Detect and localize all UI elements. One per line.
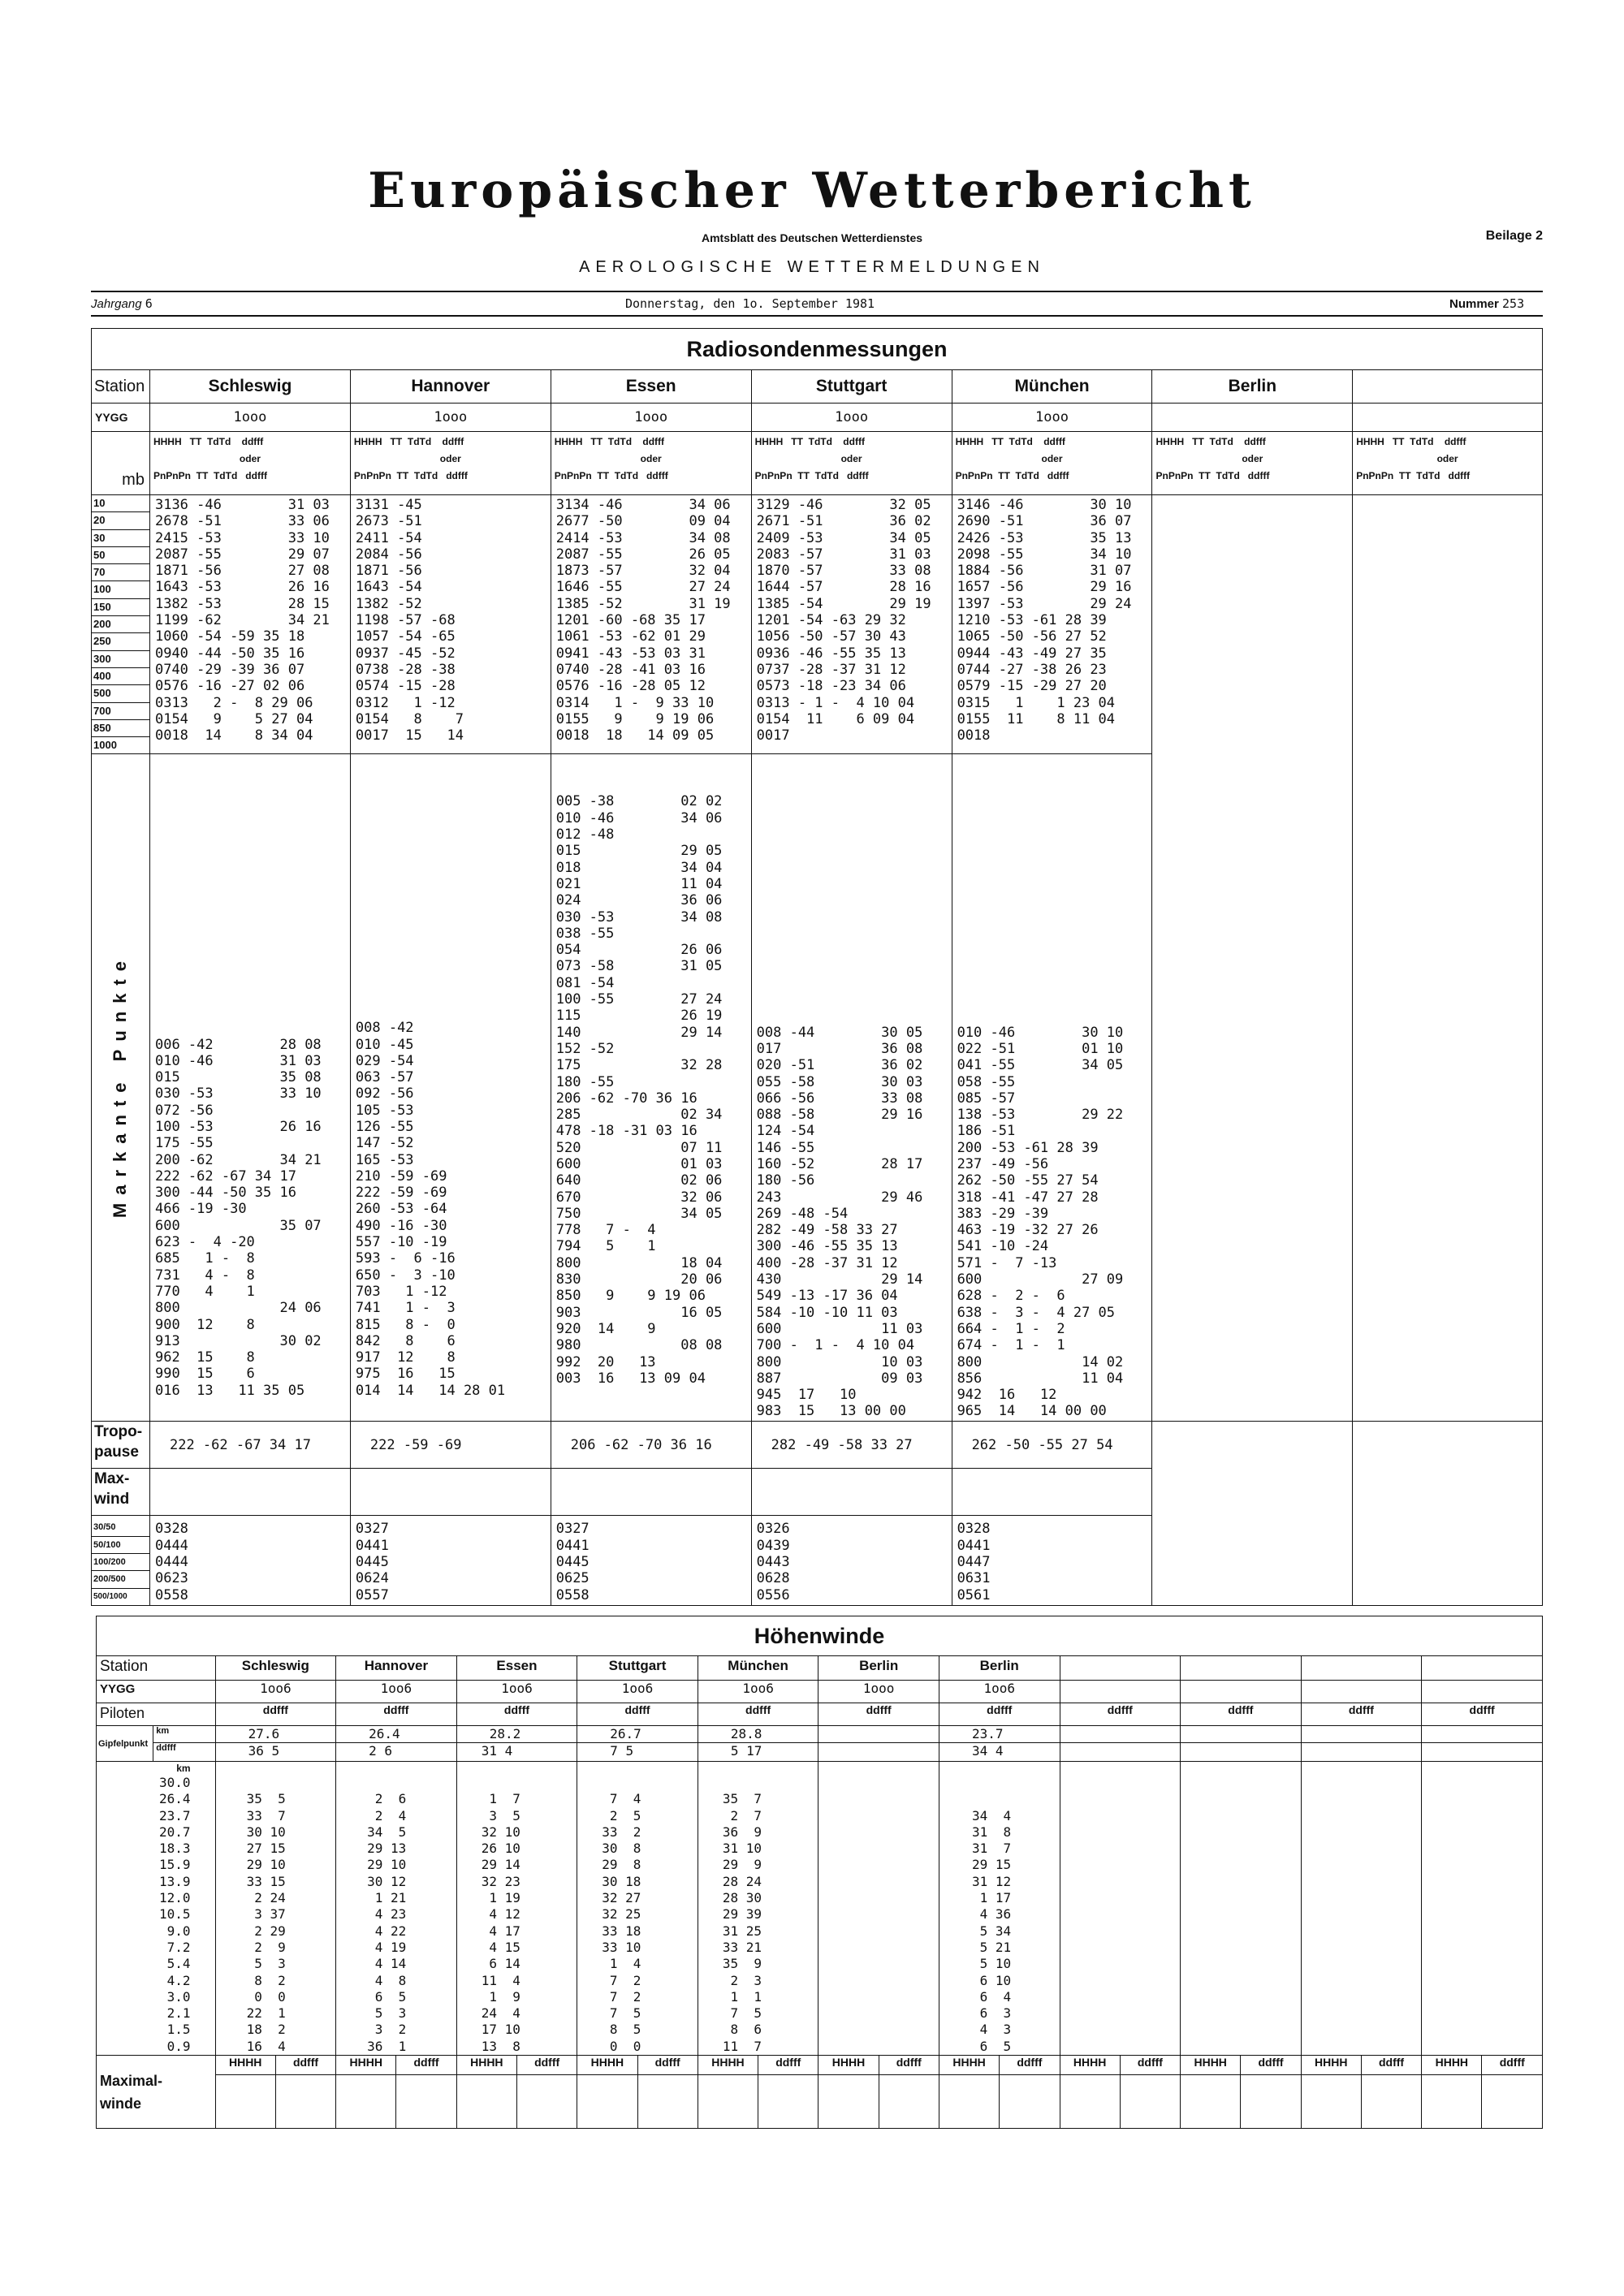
km-level: 10.5 [159, 1906, 191, 1923]
gipfel-km-empty [1302, 1726, 1422, 1743]
mb-label: mb [92, 432, 150, 495]
col-header-oder: oder [840, 453, 862, 464]
winds-berlin-2 [939, 1762, 1060, 2056]
km-label: km [176, 1763, 191, 1774]
gipfel-units [153, 1726, 215, 1762]
shear-30-50: 30/50 [92, 1519, 149, 1536]
level-150: 150 [92, 599, 149, 616]
level-70: 70 [92, 564, 149, 581]
max-hhhh: HHHH [818, 2056, 879, 2075]
wind-yygg-empty [1181, 1681, 1302, 1703]
winds-schleswig [215, 1762, 336, 2056]
max-cell [1060, 2075, 1120, 2129]
maxwind-hannover [350, 1469, 551, 1516]
gipfel-empty [1422, 1726, 1543, 1762]
mark-hannover [350, 754, 551, 1422]
shear-data: 0327 0441 0445 0625 0558 [555, 1521, 590, 1603]
std-data: 3131 -45 2673 -51 2411 -54 2084 -56 1871 -56 1643 -54 1382 -52 1198 -57 -68 1057 -54 -65 0937 -45 -52 0738 -28 -38 0574 -15 -28 0312 1 -12 0154 8 7 0017 15 14 [355, 497, 464, 744]
col-header-oder: oder [1436, 453, 1458, 464]
mark-data: 008 -42 010 -45 029 -54 063 -57 092 -56 105 -53 126 -55 147 -52 165 -53 210 -59 -69 222 -59 -69 260 -53 -64 490 -16 -30 557 -10 -19 593 - 6 -16 650 - 3 -10 703 1 -12 741 1 - 3 815 8 - 0 842 8 6 917 12 8 975 16 15 014 14 14 28 01 [355, 1020, 506, 1399]
wind-yygg-empty [1301, 1681, 1422, 1703]
shear-hannover [350, 1516, 551, 1605]
max-hhhh: HHHH [1422, 2056, 1482, 2075]
max-cell [396, 2075, 456, 2129]
radiosonde-title: Radiosondenmessungen [92, 329, 1543, 370]
gipfel-empty [1181, 1726, 1302, 1762]
km-levels [97, 1762, 216, 2056]
shear-50-100: 50/100 [92, 1537, 149, 1554]
max-ddfff: ddfff [516, 2056, 577, 2075]
beilage-label: Beilage 2 [1485, 229, 1543, 243]
station-hannover: Hannover [350, 370, 551, 404]
max-cell [818, 2075, 879, 2129]
km-level: 4.2 [166, 1972, 191, 1988]
wind-station-hannover: Hannover [336, 1656, 457, 1681]
maxwind-stuttgart [751, 1469, 952, 1516]
wind-station-empty [1060, 1656, 1181, 1681]
piloten-ddfff: ddfff [577, 1703, 698, 1726]
piloten-ddfff: ddfff [1301, 1703, 1422, 1726]
shear-schleswig [149, 1516, 350, 1605]
piloten-ddfff: ddfff [818, 1703, 939, 1726]
berlin-empty [1152, 495, 1353, 1422]
km-level: 9.0 [166, 1923, 191, 1939]
wind-yygg-muenchen: 1oo6 [698, 1681, 818, 1703]
std-levels-stuttgart [751, 495, 952, 754]
gipfel-empty [1060, 1726, 1181, 1762]
yygg-schleswig: 1ooo [149, 404, 350, 432]
yygg-hannover: 1ooo [350, 404, 551, 432]
km-level: 13.9 [159, 1873, 191, 1889]
issue-date: Donnerstag, den 1o. September 1981 [625, 296, 875, 311]
max-hhhh: HHHH [698, 2056, 758, 2075]
tropopause-label-2: pause [94, 1444, 139, 1461]
winds-stuttgart [577, 1762, 698, 2056]
maxwind-schleswig [149, 1469, 350, 1516]
max-cell [1181, 2075, 1241, 2129]
max-hhhh: HHHH [215, 2056, 275, 2075]
level-20: 20 [92, 512, 149, 529]
divider-top [91, 291, 1543, 292]
max-cell [456, 2075, 516, 2129]
mark-stuttgart [751, 754, 952, 1422]
max-ddfff: ddfff [1241, 2056, 1301, 2075]
max-hhhh: HHHH [1060, 2056, 1120, 2075]
jahrgang-label: Jahrgang [91, 297, 142, 311]
shear-essen [551, 1516, 751, 1605]
level-850: 850 [92, 720, 149, 737]
piloten-ddfff: ddfff [939, 1703, 1060, 1726]
max-ddfff: ddfff [879, 2056, 939, 2075]
section-heading: AEROLOGISCHE WETTERMELDUNGEN [579, 258, 1045, 276]
gipfel-dd: 34 4 [971, 1743, 1004, 1759]
wind-yygg-berlin-2: 1oo6 [939, 1681, 1060, 1703]
piloten-ddfff: ddfff [1181, 1703, 1302, 1726]
level-300: 300 [92, 651, 149, 668]
max-cell [1301, 2075, 1361, 2129]
km-level: 7.2 [166, 1939, 191, 1955]
winds-data: 34 4 31 8 31 7 29 15 31 12 1 17 4 36 5 34 5 21 5 10 6 10 6 4 6 3 4 3 6 5 [971, 1807, 1012, 2054]
km-level: 0.9 [166, 2038, 191, 2054]
level-200: 200 [92, 616, 149, 633]
wind-yygg-schleswig: 1oo6 [215, 1681, 336, 1703]
yygg-empty [1353, 404, 1543, 432]
gipfel-essen [456, 1726, 577, 1762]
max-ddfff: ddfff [1482, 2056, 1543, 2075]
wind-yygg-essen: 1oo6 [456, 1681, 577, 1703]
km-level: 15.9 [159, 1857, 191, 1873]
col-header-2: PnPnPn TT TdTd ddfff [754, 470, 869, 481]
level-500: 500 [92, 685, 149, 702]
winds-data: 35 5 33 7 30 10 27 15 29 10 33 15 2 24 3 37 2 29 2 9 5 3 8 2 0 0 22 1 18 2 16 4 [246, 1791, 286, 2054]
maxwind-essen [551, 1469, 751, 1516]
max-cell [1000, 2075, 1060, 2129]
shear-200-500: 200/500 [92, 1571, 149, 1588]
winds-empty [1060, 1762, 1181, 2056]
max-hhhh: HHHH [577, 2056, 637, 2075]
km-level: 2.1 [166, 2005, 191, 2022]
mark-data: 005 -38 02 02 010 -46 34 06 012 -48 015 29 05 018 34 04 021 11 04 024 36 06 030 -53 34 08 038 -55 054 26 06 073 -58 31 05 081 -54 100 -55 27 24 115 26 19 140 29 14 152 -52 175 32 28 180 -55 206 -62 -70 36 16 285 02 34 478 -18 -31 03 16 520 07 11 600 01 03 640 02 06 670 32 06 750 34 05 778 7 - 4 794 5 1 800 18 04 830 20 06 850 9 9 19 06 903 16 05 920 14 9 980 08 08 992 20 13 003 16 13 09 04 [555, 793, 723, 1387]
max-cell [336, 2075, 396, 2129]
berlin-empty-lower [1152, 1422, 1353, 1605]
max-cell [516, 2075, 577, 2129]
std-levels-muenchen [952, 495, 1152, 754]
max-ddfff: ddfff [758, 2056, 818, 2075]
station-berlin: Berlin [1152, 370, 1353, 404]
tropo-essen: 206 -62 -70 36 16 [551, 1422, 751, 1469]
maximalwinde-label-2: winde [100, 2095, 142, 2112]
gipfel-km-empty [1181, 1726, 1301, 1743]
wind-yygg-stuttgart: 1oo6 [577, 1681, 698, 1703]
col-header [1353, 432, 1543, 495]
level-400: 400 [92, 668, 149, 685]
gipfel-km: 26.7 [577, 1726, 698, 1743]
std-levels-essen [551, 495, 751, 754]
max-cell [879, 2075, 939, 2129]
wind-station-schleswig: Schleswig [215, 1656, 336, 1681]
gipfel-km: 23.7 [939, 1726, 1060, 1743]
col-header-2: PnPnPn TT TdTd ddfff [153, 470, 267, 481]
max-ddfff: ddfff [1000, 2056, 1060, 2075]
tropo-hannover: 222 -59 -69 [350, 1422, 551, 1469]
gipfelpunkt-label: Gipfelpunkt [97, 1726, 153, 1762]
divider-issue [91, 315, 1543, 317]
col-header [149, 432, 350, 495]
wind-station-essen: Essen [456, 1656, 577, 1681]
gipfel-km: 28.8 [698, 1726, 818, 1743]
maxwind-label [92, 1469, 150, 1516]
wind-station-empty [1422, 1656, 1543, 1681]
tropo-muenchen: 262 -50 -55 27 54 [952, 1422, 1152, 1469]
winds-muenchen [698, 1762, 818, 2056]
max-cell [698, 2075, 758, 2129]
max-ddfff: ddfff [396, 2056, 456, 2075]
extra-empty-lower [1353, 1422, 1543, 1605]
col-header-2: PnPnPn TT TdTd ddfff [554, 470, 668, 481]
wind-yygg-label: YYGG [97, 1681, 216, 1703]
yygg-muenchen: 1ooo [952, 404, 1152, 432]
winds-berlin-1 [818, 1762, 939, 2056]
level-10: 10 [92, 495, 149, 512]
max-hhhh: HHHH [336, 2056, 396, 2075]
wind-station-label: Station [97, 1656, 216, 1681]
max-cell [1361, 2075, 1421, 2129]
nummer-value: 253 [1502, 296, 1525, 311]
level-30: 30 [92, 530, 149, 547]
max-hhhh: HHHH [456, 2056, 516, 2075]
level-250: 250 [92, 633, 149, 650]
level-1000: 1000 [93, 739, 117, 752]
max-hhhh: HHHH [939, 2056, 999, 2075]
piloten-ddfff: ddfff [1422, 1703, 1543, 1726]
shear-muenchen [952, 1516, 1152, 1605]
winds-essen [456, 1762, 577, 2056]
shear-stuttgart [751, 1516, 952, 1605]
col-header-2: PnPnPn TT TdTd ddfff [1356, 470, 1471, 481]
col-header-1: HHHH TT TdTd ddfff [554, 436, 665, 447]
gipfel-muenchen [698, 1726, 818, 1762]
nummer [1449, 296, 1524, 311]
col-header [952, 432, 1152, 495]
nummer-label: Nummer [1449, 297, 1499, 311]
hoehenwinde-table [96, 1616, 1543, 2129]
piloten-ddfff: ddfff [1060, 1703, 1181, 1726]
gipfel-hannover [336, 1726, 457, 1762]
gipfel-schleswig [215, 1726, 336, 1762]
shear-data: 0327 0441 0445 0624 0557 [355, 1521, 389, 1603]
gipfel-empty [1301, 1726, 1422, 1762]
piloten-ddfff: ddfff [215, 1703, 336, 1726]
km-level: 20.7 [159, 1823, 191, 1840]
maximalwinde-label-1: Maximal- [100, 2072, 163, 2089]
gipfel-dd: 7 5 [610, 1743, 634, 1759]
mark-muenchen [952, 754, 1152, 1422]
mark-data: 010 -46 30 10 022 -51 01 10 041 -55 34 05 058 -55 085 -57 138 -53 29 22 186 -51 200 -53 -61 28 39 237 -49 -56 262 -50 -55 27 54 318 -41 -47 27 28 383 -29 -39 463 -19 -32 27 26 541 -10 -24 571 - 7 -13 600 27 09 628 - 2 - 6 638 - 3 - 4 27 05 664 - 1 - 2 674 - 1 - 1 800 14 02 856 11 04 942 16 12 965 14 14 00 00 [957, 1024, 1124, 1420]
wind-yygg-hannover: 1oo6 [336, 1681, 457, 1703]
max-ddfff: ddfff [1361, 2056, 1421, 2075]
gipfel-km-label: km [153, 1726, 214, 1743]
yygg-berlin [1152, 404, 1353, 432]
col-header-2: PnPnPn TT TdTd ddfff [1155, 470, 1270, 481]
wind-station-empty [1301, 1656, 1422, 1681]
shear-500-1000: 500/1000 [93, 1591, 127, 1601]
wind-station-berlin-2: Berlin [939, 1656, 1060, 1681]
winds-data: 7 4 2 5 33 2 30 8 29 8 30 18 32 27 32 25 33 18 33 10 1 4 7 2 7 2 7 5 8 5 0 0 [602, 1791, 641, 2054]
max-cell [637, 2075, 698, 2129]
gipfel-km-empty [1422, 1726, 1542, 1743]
km-level: 26.4 [159, 1791, 191, 1807]
station-stuttgart: Stuttgart [751, 370, 952, 404]
hoehenwinde-title: Höhenwinde [97, 1616, 1543, 1656]
radiosonde-table [91, 328, 1543, 1606]
col-header-2: PnPnPn TT TdTd ddfff [353, 470, 468, 481]
extra-empty [1353, 495, 1543, 1422]
gipfel-dd: 5 17 [730, 1743, 762, 1759]
piloten-label: Piloten [97, 1703, 216, 1726]
maximalwinde-label [97, 2056, 216, 2129]
mark-data: 008 -44 30 05 017 36 08 020 -51 36 02 055 -58 30 03 066 -56 33 08 088 -58 29 16 124 -54 146 -55 160 -52 28 17 180 -56 243 29 46 269 -48 -54 282 -49 -58 33 27 300 -46 -55 35 13 400 -28 -37 31 12 430 29 14 549 -13 -17 36 04 584 -10 -10 11 03 600 11 03 700 - 1 - 4 10 04 800 10 03 887 09 03 945 17 10 983 15 13 00 00 [756, 1024, 923, 1420]
station-schleswig: Schleswig [149, 370, 350, 404]
gipfel-km: 26.4 [336, 1726, 456, 1743]
max-hhhh: HHHH [1301, 2056, 1361, 2075]
shear-data: 0328 0441 0447 0631 0561 [957, 1521, 991, 1603]
shear-levels [92, 1516, 150, 1605]
wind-yygg-empty [1060, 1681, 1181, 1703]
km-level: 3.0 [166, 1988, 191, 2005]
col-header-oder: oder [439, 453, 461, 464]
maxwind-label-2: wind [94, 1491, 130, 1508]
tropopause-label [92, 1422, 150, 1469]
winds-data: 1 7 3 5 32 10 26 10 29 14 32 23 1 19 4 12 4 17 4 15 6 14 11 4 1 9 24 4 17 10 13 8 [481, 1791, 520, 2054]
shear-data: 0328 0444 0444 0623 0558 [154, 1521, 188, 1603]
col-header-oder: oder [1242, 453, 1263, 464]
col-header-1: HHHH TT TdTd ddfff [153, 436, 264, 447]
station-muenchen: München [952, 370, 1152, 404]
station-label: Station [92, 370, 150, 404]
gipfel-berlin-2 [939, 1726, 1060, 1762]
gipfel-km: 28.2 [457, 1726, 577, 1743]
wind-station-stuttgart: Stuttgart [577, 1656, 698, 1681]
std-data: 3136 -46 31 03 2678 -51 33 06 2415 -53 33 10 2087 -55 29 07 1871 -56 27 08 1643 -53 26 16 1382 -53 28 15 1199 -62 34 21 1060 -54 -59 35 18 0940 -44 -50 35 16 0740 -29 -39 36 07 0576 -16 -27 02 06 0313 2 - 8 29 06 0154 9 5 27 04 0018 14 8 34 04 [154, 497, 330, 744]
km-level: 30.0 [159, 1775, 191, 1790]
level-700: 700 [92, 703, 149, 720]
max-ddfff: ddfff [637, 2056, 698, 2075]
gipfel-dd: 36 5 [248, 1743, 280, 1759]
gipfel-stuttgart [577, 1726, 698, 1762]
maxwind-label-1: Max- [94, 1470, 130, 1488]
col-header-oder: oder [1041, 453, 1063, 464]
yygg-stuttgart: 1ooo [751, 404, 952, 432]
piloten-ddfff: ddfff [336, 1703, 457, 1726]
mark-schleswig [149, 754, 350, 1422]
gipfel-dd: 31 4 [481, 1743, 513, 1759]
markante-punkte-label [92, 754, 150, 1422]
col-header-oder: oder [640, 453, 662, 464]
winds-empty [1301, 1762, 1422, 2056]
km-level: 5.4 [166, 1956, 191, 1972]
subtitle: Amtsblatt des Deutschen Wetterdienstes [701, 231, 923, 244]
km-level: 18.3 [159, 1841, 191, 1857]
gipfel-dd: 2 6 [369, 1743, 393, 1759]
col-header-1: HHHH TT TdTd ddfff [955, 436, 1065, 447]
level-100: 100 [92, 581, 149, 598]
max-hhhh: HHHH [1181, 2056, 1241, 2075]
wind-yygg-berlin-1: 1ooo [818, 1681, 939, 1703]
tropo-stuttgart: 282 -49 -58 33 27 [751, 1422, 952, 1469]
winds-hannover [336, 1762, 457, 2056]
col-header-1: HHHH TT TdTd ddfff [1155, 436, 1266, 447]
max-cell [758, 2075, 818, 2129]
max-cell [577, 2075, 637, 2129]
max-cell [939, 2075, 999, 2129]
winds-empty [1422, 1762, 1543, 2056]
jahrgang-value: 6 [145, 296, 153, 311]
std-data: 3146 -46 30 10 2690 -51 36 07 2426 -53 35 13 2098 -55 34 10 1884 -56 31 07 1657 -56 29 16 1397 -53 29 24 1210 -53 -61 28 39 1065 -50 -56 27 52 0944 -43 -49 27 35 0744 -27 -38 26 23 0579 -15 -29 27 20 0315 1 1 23 04 0155 11 8 11 04 0018 [957, 497, 1132, 744]
winds-data: 2 6 2 4 34 5 29 13 29 10 30 12 1 21 4 23 4 22 4 19 4 14 4 8 6 5 5 3 3 2 36 1 [367, 1791, 407, 2054]
newspaper-title: Europäischer Wetterbericht [368, 162, 1256, 219]
wind-yygg-empty [1422, 1681, 1543, 1703]
std-levels-hannover [350, 495, 551, 754]
max-cell [1422, 2075, 1482, 2129]
km-level: 1.5 [166, 2022, 191, 2038]
winds-empty [1181, 1762, 1302, 2056]
std-data: 3129 -46 32 05 2671 -51 36 02 2409 -53 34 05 2083 -57 31 03 1870 -57 33 08 1644 -57 28 16 1385 -54 29 19 1201 -54 -63 29 32 1056 -50 -57 30 43 0936 -46 -55 35 13 0737 -28 -37 31 12 0573 -18 -23 34 06 0313 - 1 - 4 10 04 0154 11 6 09 04 0017 [756, 497, 931, 744]
level-50: 50 [92, 547, 149, 564]
gipfel-km-empty [1060, 1726, 1181, 1743]
std-levels-schleswig [149, 495, 350, 754]
max-cell [275, 2075, 335, 2129]
station-empty [1353, 370, 1543, 404]
markante-punkte-text: Markante Punkte [110, 953, 131, 1219]
wind-station-empty [1181, 1656, 1302, 1681]
gipfel-km: 27.6 [216, 1726, 336, 1743]
piloten-ddfff: ddfff [456, 1703, 577, 1726]
winds-data: 35 7 2 7 36 9 31 10 29 9 28 24 28 30 29 39 31 25 33 21 35 9 2 3 1 1 7 5 8 6 11 7 [722, 1791, 762, 2054]
tropo-schleswig: 222 -62 -67 34 17 [149, 1422, 350, 1469]
max-ddfff: ddfff [1120, 2056, 1180, 2075]
yygg-label: YYGG [92, 404, 150, 432]
jahrgang [91, 296, 153, 311]
km-level: 12.0 [159, 1890, 191, 1906]
gipfel-ddfff-label: ddfff [156, 1743, 176, 1753]
shear-100-200: 100/200 [92, 1554, 149, 1571]
gipfel-km-empty [818, 1726, 939, 1743]
max-ddfff: ddfff [275, 2056, 335, 2075]
wind-station-muenchen: München [698, 1656, 818, 1681]
max-cell [215, 2075, 275, 2129]
wind-station-berlin-1: Berlin [818, 1656, 939, 1681]
piloten-ddfff: ddfff [698, 1703, 818, 1726]
col-header [1152, 432, 1353, 495]
mark-data: 006 -42 28 08 010 -46 31 03 015 35 08 030 -53 33 10 072 -56 100 -53 26 16 175 -55 200 -62 34 21 222 -62 -67 34 17 300 -44 -50 35 16 466 -19 -30 600 35 07 623 - 4 -20 685 1 - 8 731 4 - 8 770 4 1 800 24 06 900 12 8 913 30 02 962 15 8 990 15 6 016 13 11 35 05 [154, 1036, 322, 1399]
gipfel-berlin-1 [818, 1726, 939, 1762]
max-cell [1241, 2075, 1301, 2129]
station-essen: Essen [551, 370, 751, 404]
mark-essen [551, 754, 751, 1422]
col-header [751, 432, 952, 495]
yygg-essen: 1ooo [551, 404, 751, 432]
std-data: 3134 -46 34 06 2677 -50 09 04 2414 -53 34 08 2087 -55 26 05 1873 -57 32 04 1646 -55 27 24 1385 -52 31 19 1201 -60 -68 35 17 1061 -53 -62 01 29 0941 -43 -53 03 31 0740 -28 -41 03 16 0576 -16 -28 05 12 0314 1 - 9 33 10 0155 9 9 19 06 0018 18 14 09 05 [555, 497, 731, 744]
col-header-2: PnPnPn TT TdTd ddfff [955, 470, 1069, 481]
col-header-1: HHHH TT TdTd ddfff [754, 436, 865, 447]
maxwind-muenchen [952, 1469, 1152, 1516]
col-header-1: HHHH TT TdTd ddfff [1356, 436, 1466, 447]
km-level: 23.7 [159, 1807, 191, 1823]
max-cell [1482, 2075, 1543, 2129]
col-header [350, 432, 551, 495]
shear-data: 0326 0439 0443 0628 0556 [756, 1521, 790, 1603]
max-cell [1120, 2075, 1180, 2129]
col-header-1: HHHH TT TdTd ddfff [353, 436, 464, 447]
col-header-oder: oder [239, 453, 261, 464]
pressure-levels [92, 495, 150, 754]
tropopause-label-1: Tropo- [94, 1423, 143, 1441]
col-header [551, 432, 751, 495]
